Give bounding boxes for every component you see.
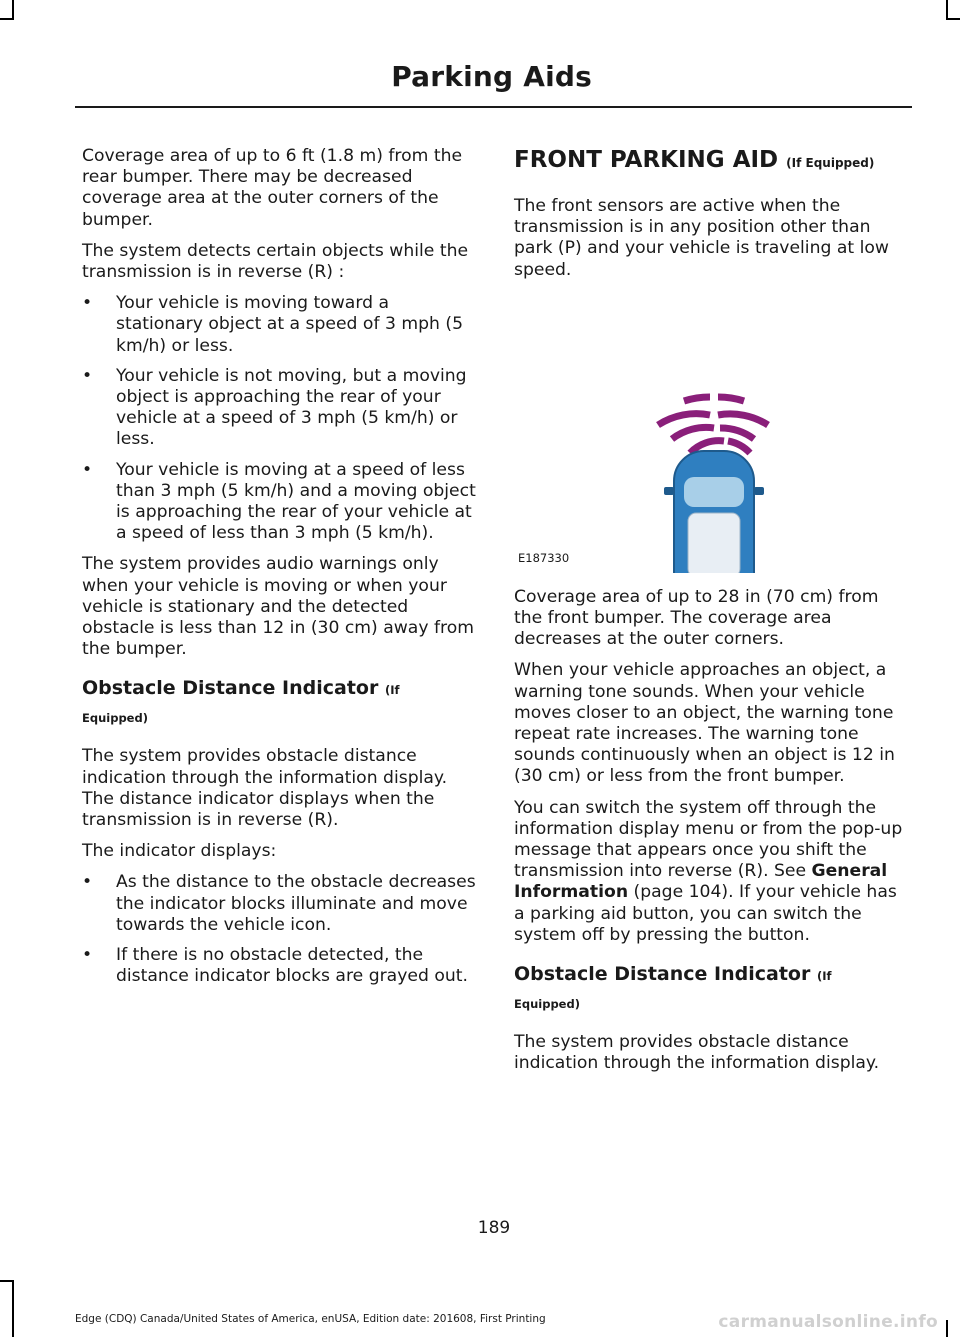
list-item (82, 293, 476, 357)
right-paragraph-coverage: Coverage area of up to 28 in (70 cm) from the front bumper. The coverage area decreases at the outer corners. (514, 586, 879, 650)
right-paragraph-indication: The system provides obstacle distance indication through the information display. (514, 1032, 880, 1074)
crop-mark-top-right-v (946, 0, 948, 18)
car-sensor-illustration (514, 291, 908, 573)
list-item-text: As the distance to the obstacle decreases the indicator blocks illuminate and move towards the vehicle icon. (116, 872, 476, 935)
left-paragraph-audio-warnings: The system provides audio warnings only when your vehicle is moving or when your vehicle is stationary and the detected obstacle is less than 12 in (30 cm) away from the bumper. (82, 554, 474, 660)
text-run: (page 104). If your vehicle has a parking aid button, you can switch the system off by pressing the button. (514, 882, 897, 945)
heading-suffix-continued: Equipped) (514, 997, 580, 1012)
obstacle-distance-heading-right (514, 962, 908, 1016)
bullet-icon: • (82, 293, 93, 314)
watermark: carmanualsonline.info (718, 1312, 938, 1332)
front-parking-aid-heading (514, 145, 908, 178)
crop-mark-top-left-v (12, 0, 14, 18)
crop-mark-top-left-h (0, 18, 14, 20)
left-paragraph-indication: The system provides obstacle distance indication through the information display. The distance indicator displays when the transmission is in reverse (R). (82, 746, 448, 831)
right-column (514, 145, 908, 1084)
list-item (82, 460, 476, 545)
list-item-text: If there is no obstacle detected, the distance indicator blocks are grayed out. (116, 945, 468, 987)
crop-mark-bottom-right-v (946, 1320, 948, 1337)
car-top-view-icon (664, 451, 764, 573)
crop-mark-bottom-left-h (0, 1280, 14, 1282)
left-column (82, 146, 476, 998)
left-paragraph-detects: The system detects certain objects while the transmission is in reverse (R) : (82, 240, 469, 283)
heading-suffix: (If (384, 683, 400, 698)
bullet-icon: • (82, 945, 93, 966)
crop-mark-bottom-left-v (12, 1280, 14, 1337)
bullet-icon: • (82, 365, 93, 386)
crop-mark-top-right-h (946, 18, 960, 20)
list-item-text: Your vehicle is not moving, but a moving object is approaching the rear of your vehicle at a speed of 3 mph (5 km/h) or less. (116, 365, 467, 450)
detection-bullet-list (82, 293, 476, 544)
heading-suffix-continued: Equipped) (82, 711, 148, 726)
indicator-bullet-list (82, 872, 476, 987)
header-rule (75, 106, 912, 108)
heading-text: Obstacle Distance Indicator (82, 677, 379, 700)
heading-text: FRONT PARKING AID (514, 147, 779, 173)
sensor-arcs-icon (658, 397, 768, 453)
list-item (82, 872, 476, 936)
list-item (82, 366, 476, 451)
cross-reference-link[interactable]: General Information (514, 861, 888, 903)
right-paragraph-warning-tone: When your vehicle approaches an object, a warning tone sounds. When your vehicle moves closer to an object, the warning tone repeat rate increases. The warning tone sounds continuously when an object is 12 in (30 cm) or less from the front bumper. (514, 660, 895, 787)
heading-text: Obstacle Distance Indicator (514, 963, 811, 986)
bullet-icon: • (82, 459, 93, 480)
page-title: Parking Aids (391, 60, 592, 93)
right-paragraph-front-sensors: The front sensors are active when the transmission is in any position other than park (P) and your vehicle is traveling at low speed. (514, 196, 889, 280)
figure-code: E187330 (518, 550, 570, 565)
heading-suffix: (If (816, 969, 832, 984)
heading-suffix: (If Equipped) (786, 156, 875, 170)
right-paragraph-switch-off (514, 798, 908, 946)
front-sensor-figure (514, 291, 908, 573)
text-run: You can switch the system off through the information display menu or from the pop-up message that appears once you shift the transmission into reverse (R). See (514, 797, 903, 882)
left-paragraph-indicator-displays: The indicator displays: (82, 841, 277, 862)
list-item-text: Your vehicle is moving toward a stationary object at a speed of 3 mph (5 km/h) or less. (116, 293, 464, 356)
left-paragraph-coverage: Coverage area of up to 6 ft (1.8 m) from the rear bumper. There may be decreased coverage area at the outer corners of the bumper. (82, 146, 463, 230)
list-item (82, 945, 476, 987)
page-number: 189 (477, 1218, 511, 1238)
edition-footer: Edge (CDQ) Canada/United States of America, enUSA, Edition date: 201608, First Printing (75, 1313, 546, 1325)
obstacle-distance-heading-left (82, 676, 476, 730)
bullet-icon: • (82, 872, 93, 893)
list-item-text: Your vehicle is moving at a speed of less than 3 mph (5 km/h) and a moving object is approaching the rear of your vehicle at a speed of less than 3 mph (5 km/h). (116, 459, 476, 544)
